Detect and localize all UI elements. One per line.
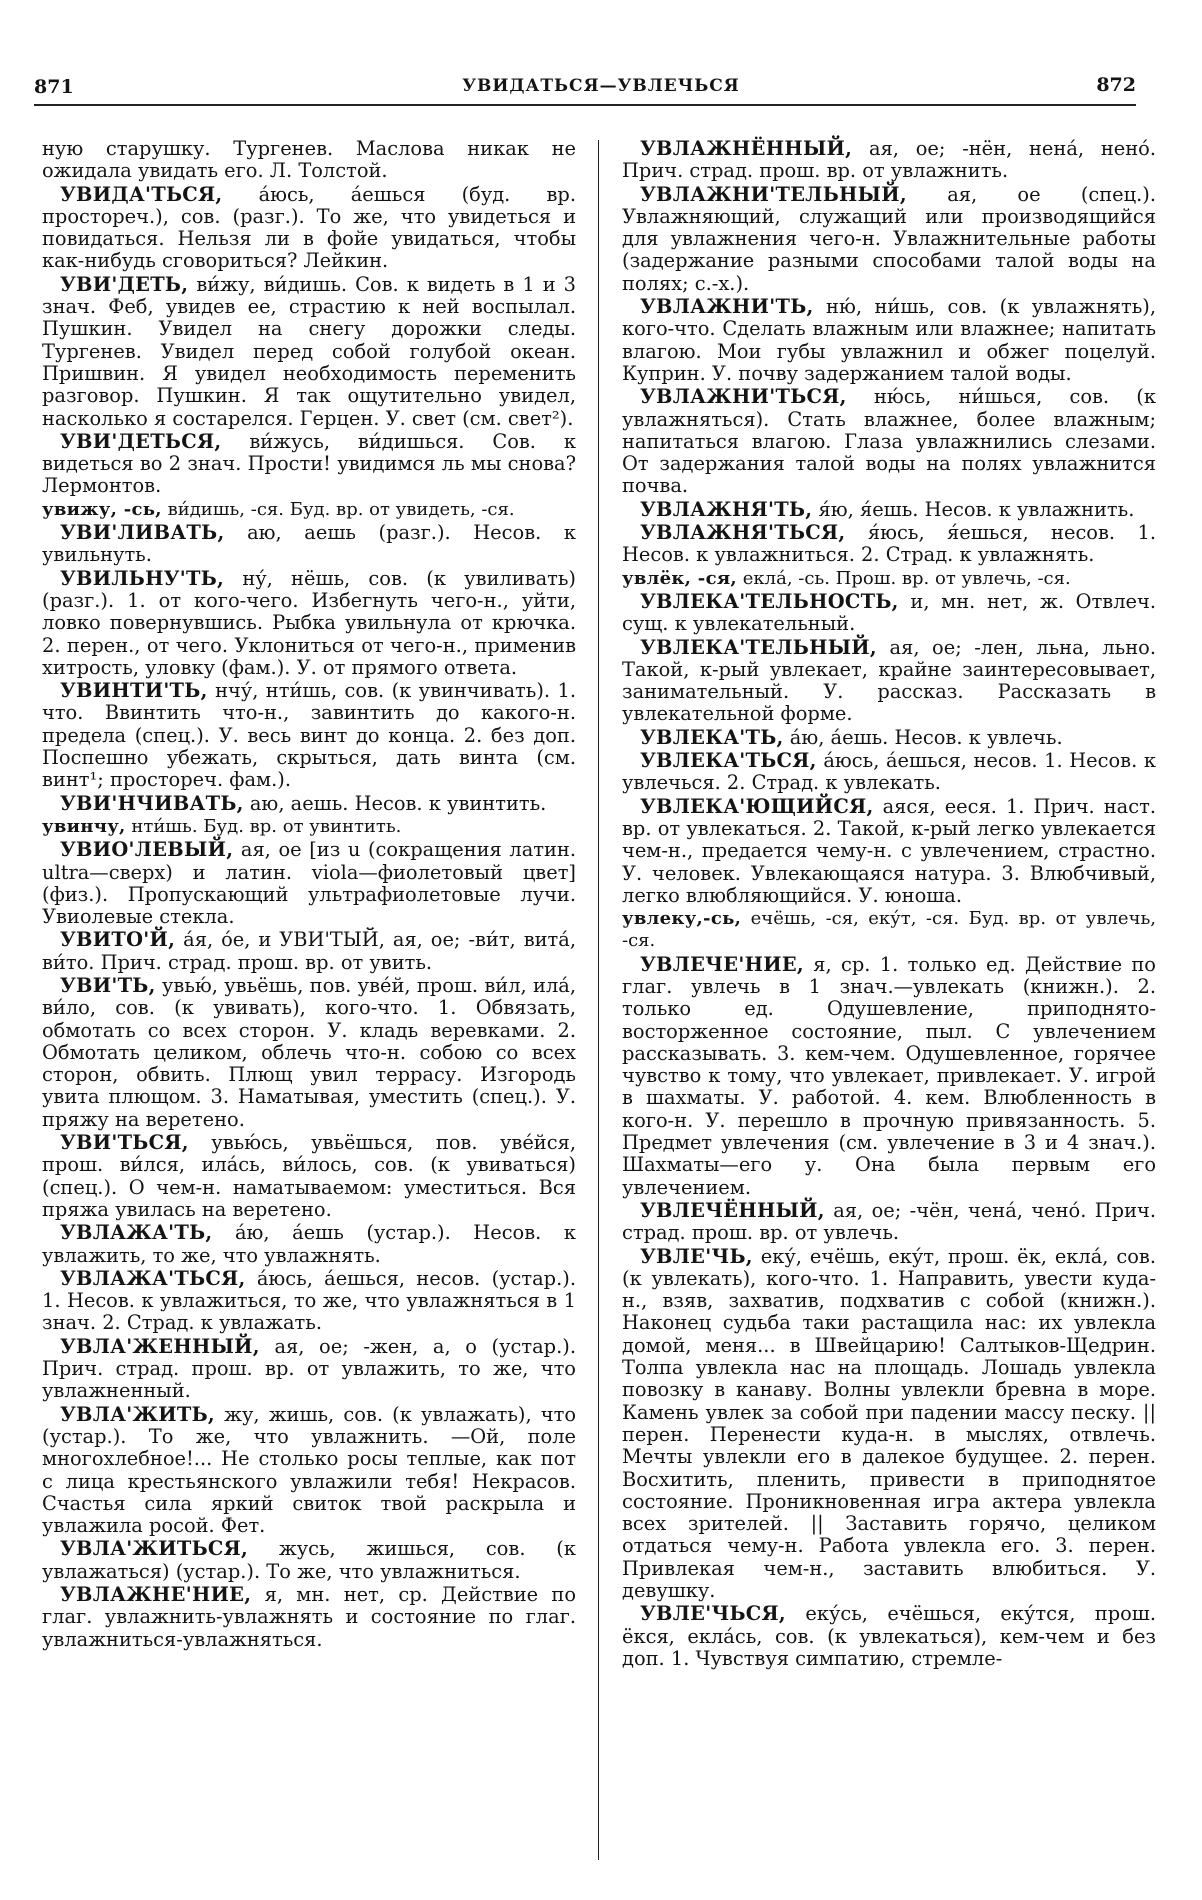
entry-headword: УВИ'ДЕТЬ, (60, 272, 189, 296)
dictionary-entry (622, 1246, 1156, 1603)
dictionary-entry (42, 274, 576, 430)
entry-headword: УВЛЕКА'ЮЩИЙСЯ, (640, 794, 874, 818)
dictionary-entry (42, 1336, 576, 1403)
dictionary-entry (42, 975, 576, 1131)
dictionary-entry (42, 1268, 576, 1335)
entry-headword: УВЛАЖНЕ'НИЕ, (60, 1583, 252, 1606)
entry-definition: аю, аешь. Несов. к увинтить. (249, 791, 547, 815)
entry-headword: УВЛЕ'ЧЬ, (640, 1244, 753, 1268)
page-number-right: 872 (1096, 74, 1136, 96)
dictionary-entry (42, 1404, 576, 1538)
entry-definition: я́юсь, я́ешься, несов. 1. Несов. к увлажниться. 2. Страд. к увлажнять. (622, 521, 1156, 567)
entry-definition: ви́жу, ви́дишь. Сов. к видеть в 1 и 3 знач. Феб, увидев ее, страстию к ней воспылал. Пушкин. Увидел на снегу дорожки следы. Тургенев. Увидел перед собой голубой океан. Пришвин. Я увидел необходимость переменить разговор. Пушкин. Я так ощутительно увидел, насколько я состарелся. Герцен. У. свет (см. свет²). (42, 272, 576, 430)
entry-definition: а́ю, а́ешь (устар.). Несов. к увлажить, то же, что увлажнять. (42, 1221, 576, 1267)
entry-definition: ви́дишь, -ся. Буд. вр. от увидеть, -ся. (167, 498, 515, 520)
dictionary-entry (42, 184, 576, 273)
dictionary-entry (42, 839, 576, 928)
dictionary-entry (622, 522, 1156, 567)
entry-definition: ая, ое; -лен, льна, льно. Такой, к-рый увлекает, крайне заинтересовывает, занимательный. У. рассказ. Рассказать в увлекательной форме. (622, 635, 1156, 726)
dictionary-entry (42, 793, 576, 815)
entry-definition: а́юсь, а́ешься (буд. вр. простореч.), сов. (разг.). То же, что увидеться и повидаться. Нельзя ли в фойе увидаться, чтобы как-нибудь сговориться? Лейкин. (42, 182, 576, 273)
dictionary-entry (42, 568, 576, 679)
entry-headword: УВЛАЖНЯ'ТЬ, (640, 497, 813, 521)
dictionary-entry (622, 1200, 1156, 1245)
entry-headword: увлёк, -ся, (622, 567, 738, 589)
entry-headword: УВЛЕКА'ТЬ, (640, 725, 784, 749)
right-column (622, 138, 1156, 1671)
entry-headword: УВЛЕ'ЧЬСЯ, (640, 1602, 786, 1626)
dictionary-entry (622, 296, 1156, 385)
entry-headword: УВЛЕЧЕ'НИЕ, (640, 952, 804, 976)
dictionary-entry (622, 637, 1156, 726)
entry-definition: ную старушку. Тургенев. Маслова никак не ожидала увидать его. Л. Толстой. (42, 137, 576, 183)
entry-definition: я́ю, я́ешь. Несов. к увлажнить. (818, 497, 1135, 521)
entry-headword: УВЛЕКА'ТЬСЯ, (640, 749, 817, 773)
entry-headword: УВИТО'Й, (60, 928, 176, 952)
entry-headword: УВИО'ЛЕВЫЙ, (60, 838, 234, 862)
running-title: УВИДАТЬСЯ—УВЛЕЧЬСЯ (462, 76, 740, 96)
entry-definition: ви́жусь, ви́дишься. Сов. к видеться во 2 знач. Прости! увидимся ль мы снова? Лермонтов. (42, 429, 576, 498)
entry-headword: УВИ'ДЕТЬСЯ, (60, 429, 222, 453)
dictionary-entry (622, 138, 1156, 183)
entry-definition: увью́, увьёшь, пов. уве́й, прош. ви́л, ила́, ви́ло, сов. (к увивать), кого-что. 1. Обвязать, обмотать со всех сторон. У. кладь веревками. 2. Обмотать целиком, облечь что-н. собою со всех сторон, обвить. Плющ увил террасу. Изгородь увита плющом. 3. Наматывая, уместить (спец.). У. пряжу на веретено. (42, 973, 576, 1131)
dictionary-entry (42, 1584, 576, 1651)
entry-definition: а́ю, а́ешь. Несов. к увлечь. (789, 725, 1063, 749)
entry-headword: УВЛАЖНИ'ТЬСЯ, (640, 385, 847, 409)
entry-definition: увью́сь, увьёшься, пов. уве́йся, прош. ви́лся, ила́сь, ви́лось, сов. (к увиваться) (спец.). О чем-н. наматываемом: уместиться. Вся пряжа увилась на веретено. (42, 1131, 576, 1221)
dictionary-entry (622, 184, 1156, 295)
dictionary-entry (42, 929, 576, 974)
entry-definition: я, мн. нет, ср. Действие по глаг. увлажнить-увлажнять и состояние по глаг. увлажниться-увлажняться. (42, 1583, 577, 1651)
entry-definition: нчу́, нти́шь, сов. (к увинчивать). 1. что. Ввинтить что-н., завинтить до какого-н. предела (спец.). У. весь винт до конца. 2. без доп. Поспешно убежать, скрыться, дать винта (см. винт¹; простореч. фам.). (42, 679, 576, 792)
dictionary-entry (622, 727, 1156, 749)
entry-definition: а́юсь, а́ешься, несов. (устар.). 1. Несов. к увлажиться, то же, что увлажняться в 1 знач. 2. Страд. к увлажать. (42, 1266, 576, 1335)
dictionary-entry (42, 431, 576, 498)
entry-definition: ая, ое; -нён, нена́, нено́. Прич. страд. прош. вр. от увлажнить. (622, 137, 1156, 183)
dictionary-entry (42, 1222, 576, 1267)
header-rule (34, 104, 1136, 106)
dictionary-entry (42, 522, 576, 567)
entry-headword: УВЛАЖНЁННЫЙ, (640, 137, 853, 160)
dictionary-entry (42, 1538, 576, 1583)
dictionary-entry (622, 954, 1156, 1199)
entry-headword: УВЛАЖА'ТЬ, (60, 1221, 213, 1245)
entry-headword: увлеку,-сь, (622, 908, 742, 930)
entry-headword: УВИЛЬНУ'ТЬ, (60, 566, 225, 590)
dictionary-entry (622, 591, 1156, 636)
dictionary-entry (42, 138, 576, 183)
entry-headword: УВЛАЖНИ'ТЬ, (640, 295, 814, 319)
entry-definition: жусь, жишься, сов. (к увлажаться) (устар.). То же, что увлажниться. (42, 1537, 576, 1583)
entry-definition: а́юсь, а́ешься, несов. 1. Несов. к увлечься. 2. Страд. к увлекать. (622, 749, 1156, 795)
entry-definition: жу, жишь, сов. (к увлажать), что (устар.). То же, что увлажнить. —Ой, поле многохлебное!... Не столько росы теплые, как пот с лица крестьянского увлажили тебя! Некрасов. Счастья сила яркий свиток твой раскрыла и увлажила росой. Фет. (42, 1402, 576, 1538)
entry-definition: ая, ое (спец.). Увлажняющий, служащий или производящийся для увлажнения чего-н. Увлажнительные работы (задержание разными способами талой воды на полях; с.-х.). (622, 182, 1157, 295)
entry-headword: УВИ'ЛИВАТЬ, (60, 521, 225, 545)
entry-headword: УВИ'ТЬСЯ, (60, 1131, 189, 1155)
entry-headword: увижу, -сь, (42, 498, 162, 520)
entry-headword: УВЛЕКА'ТЕЛЬНОСТЬ, (640, 589, 899, 613)
dictionary-entry (42, 499, 576, 521)
dictionary-entry (622, 386, 1156, 497)
entry-definition: ая, ое; -жен, а, о (устар.). Прич. страд. прош. вр. от увлажить, то же, что увлажненный. (42, 1334, 576, 1403)
entry-definition: ая, ое; -чён, чена́, чено́. Прич. страд. прош. вр. от увлечь. (622, 1198, 1156, 1245)
entry-definition: аяся, ееся. 1. Прич. наст. вр. от увлекаться. 2. Такой, к-рый легко увлекается чем-н., предается чему-н. с увлечением, страстно. У. человек. Увлекающаяся натура. 3. Влюбчивый, легко влюбляющийся. У. юноша. (622, 794, 1156, 907)
entry-headword: УВИ'НЧИВАТЬ, (60, 791, 244, 815)
entry-definition: аю, аешь (разг.). Несов. к увильнуть. (42, 521, 576, 567)
entry-headword: УВЛАЖНИ'ТЕЛЬНЫЙ, (640, 182, 907, 206)
dictionary-entry (622, 1603, 1156, 1670)
entry-headword: УВЛЕЧЁННЫЙ, (640, 1198, 825, 1222)
dictionary-entry (622, 750, 1156, 795)
entry-definition: ечёшь, -ся, еку́т, -ся. Буд. вр. от увлечь, -ся. (622, 908, 1156, 952)
entry-headword: УВИДА'ТЬСЯ, (60, 182, 223, 206)
dictionary-entry (42, 816, 576, 838)
entry-headword: увинчу, (42, 815, 126, 837)
dictionary-entry (622, 499, 1156, 521)
entry-headword: УВЛА'ЖИТЬ, (60, 1402, 215, 1426)
entry-definition: еку́, ечёшь, еку́т, прош. ёк, екла́, сов. (к увлекать), кого-что. 1. Направить, увести куда-н., взяв, захватив, подхватив с собой (книжн.). Наконец судьба таки растащила нас: их увлекла домой, меня... в Швейцарию! Салтыков-Щедрин. Толпа увлекла нас на площадь. Лошадь увлекла повозку в канаву. Волны увлекли бревна в море. Камень увлек за собой при падении массу песку. || перен. Перенести куда-н. в мыслях, отвлечь. Мечты увлекли его в далекое будущее. 2. перен. Восхитить, пленить, привести в приподнятое состояние. Проникновенная игра актера увлекла всех зрителей. || Заставить горячо, целиком отдаться чему-н. Работа увлекла его. 3. перен. Привлекая чем-н., заставить влюбиться. У. девушку. (622, 1244, 1156, 1602)
entry-definition: екла́, -сь. Прош. вр. от увлечь, -ся. (742, 567, 1071, 589)
entry-definition: ая, ое [из u (сокращения латин. ultra—сверх) и латин. viola—фиолетовый цвет] (физ.). Пропускающий ультрафиолетовые лучи. Увиолевые стекла. (42, 838, 577, 929)
entry-definition: ню́сь, ни́шься, сов. (к увлажняться). Стать влажнее, более влажным; напитаться влагою. Глаза увлажнились слезами. От задержания талой воды на полях увлажнится почва. (622, 385, 1156, 498)
entry-definition: и, мн. нет, ж. Отвлеч. сущ. к увлекательный. (622, 589, 1156, 636)
entry-headword: УВЛА'ЖИТЬСЯ, (60, 1537, 249, 1561)
entry-headword: УВЛАЖА'ТЬСЯ, (60, 1266, 246, 1290)
entry-definition: ню́, ни́шь, сов. (к увлажнять), кого-что. Сделать влажным или влажнее; напитать влагою. Мои губы увлажнил и обжег поцелуй. Куприн. У. почву задержанием талой воды. (622, 295, 1156, 385)
entry-definition: а́я, о́е, и УВИ'ТЫЙ, ая, ое; -ви́т, вита́, ви́то. Прич. страд. прош. вр. от увить. (42, 928, 576, 974)
entry-headword: УВИ'ТЬ, (60, 973, 156, 997)
dictionary-entry (42, 680, 576, 791)
entry-headword: УВИНТИ'ТЬ, (60, 679, 208, 703)
dictionary-entry (622, 568, 1156, 590)
entry-definition: ну́, нёшь, сов. (к увиливать) (разг.). 1. от кого-чего. Избегнуть чего-н., уйти, ловко повернувшись. Рыбка увильнула от крючка. 2. перен., от чего. Уклониться от чего-н., применив хитрость, уловку (фам.). У. от прямого ответа. (42, 566, 576, 679)
entry-headword: УВЛА'ЖЕННЫЙ, (60, 1334, 260, 1358)
dictionary-entry (42, 1132, 576, 1221)
page-number-left: 871 (34, 76, 74, 98)
dictionary-entry (622, 908, 1156, 953)
column-divider (598, 140, 599, 1860)
entry-definition: еку́сь, ечёшься, еку́тся, прош. ёкся, екла́сь, сов. (к увлекаться), кем-чем и без доп. 1. Чувствуя симпатию, стремле- (622, 1602, 1156, 1670)
entry-headword: УВЛЕКА'ТЕЛЬНЫЙ, (640, 635, 877, 659)
left-column (42, 138, 576, 1652)
dictionary-entry (622, 796, 1156, 907)
entry-headword: УВЛАЖНЯ'ТЬСЯ, (640, 521, 846, 545)
entry-definition: я, ср. 1. только ед. Действие по глаг. увлечь в 1 знач.—увлекать (книжн.). 2. только ед. Одушевление, приподнято-восторженное состояние, пыл. С увлечением рассказывать. 3. кем-чем. Одушевленное, горячее чувство к тому, что увлекает, привлекает. У. игрой в шахматы. У. работой. 4. кем. Влюбленность в кого-н. У. перешло в прочную привязанность. 5. Предмет увлечения (см. увлечение в 3 и 4 знач.). Шахматы—его у. Она была первым его увлечением. (622, 952, 1156, 1199)
entry-definition: нти́шь. Буд. вр. от увинтить. (131, 815, 402, 837)
